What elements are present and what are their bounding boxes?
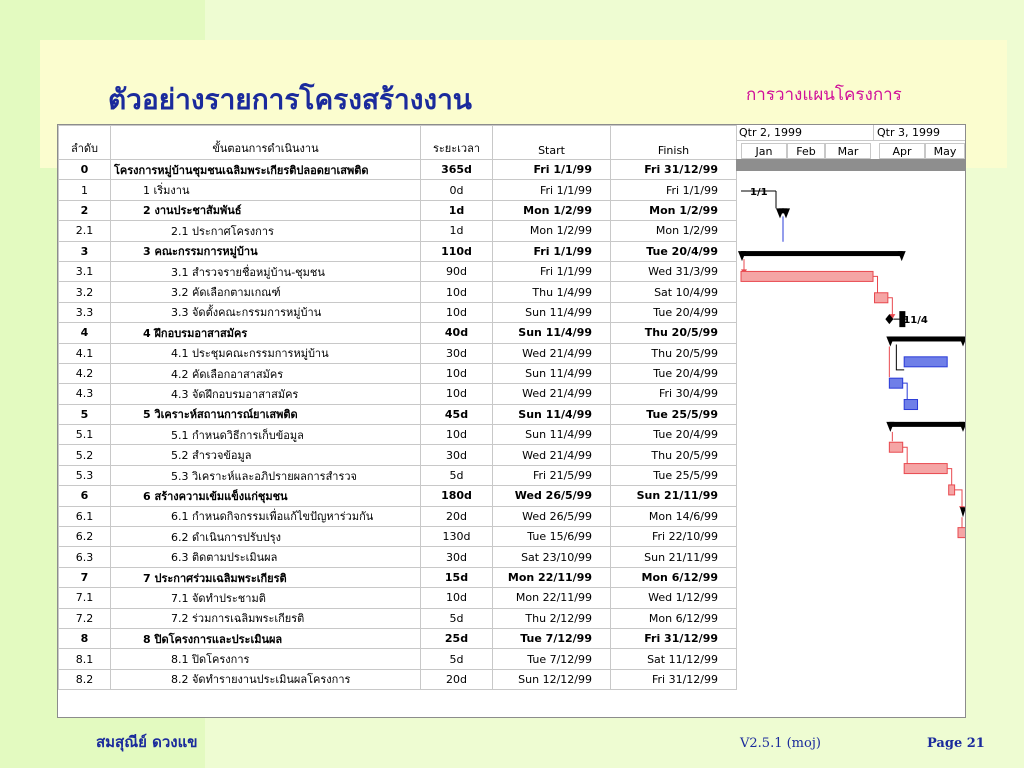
summary-bar	[889, 422, 964, 427]
table-row[interactable]	[59, 343, 737, 363]
task-duration-cell: 15d	[421, 567, 493, 587]
task-name-cell: 7 ประกาศร่วมเฉลิมพระเกียรติ	[111, 567, 421, 587]
task-name-cell: 5.2 สำรวจข้อมูล	[111, 445, 421, 465]
table-row[interactable]	[59, 608, 737, 628]
task-bar	[904, 357, 947, 367]
task-start-cell: Wed 26/5/99	[493, 486, 611, 506]
dependency-line	[955, 490, 962, 507]
table-row[interactable]	[59, 588, 737, 608]
task-duration-cell: 30d	[421, 445, 493, 465]
table-row[interactable]	[59, 261, 737, 281]
table-row[interactable]	[59, 241, 737, 261]
task-id-cell: 6.3	[59, 547, 111, 567]
task-id-cell: 7.2	[59, 608, 111, 628]
task-duration-cell: 10d	[421, 363, 493, 383]
dependency-line	[903, 383, 907, 400]
task-duration-cell: 45d	[421, 404, 493, 424]
task-name-cell: 7.2 ร่วมการเฉลิมพระเกียรติ	[111, 608, 421, 628]
task-finish-cell: Mon 6/12/99	[611, 567, 737, 587]
task-id-cell: 8.1	[59, 649, 111, 669]
task-finish-cell: Thu 20/5/99	[611, 323, 737, 343]
task-finish-cell: Sun 21/11/99	[611, 486, 737, 506]
task-name-cell: 4.3 จัดฝึกอบรมอาสาสมัคร	[111, 384, 421, 404]
task-id-cell: 8	[59, 628, 111, 648]
task-id-cell: 4.3	[59, 384, 111, 404]
column-header-duration[interactable]: ระยะเวลา	[421, 126, 493, 160]
task-name-cell: 6 สร้างความเข้มแข็งแก่ชุมชน	[111, 486, 421, 506]
task-duration-cell: 1d	[421, 200, 493, 220]
task-start-cell: Sun 11/4/99	[493, 302, 611, 322]
task-duration-cell: 10d	[421, 384, 493, 404]
table-row[interactable]	[59, 404, 737, 424]
task-finish-cell: Mon 6/12/99	[611, 608, 737, 628]
table-row[interactable]	[59, 527, 737, 547]
task-start-cell: Sat 23/10/99	[493, 547, 611, 567]
summary-bar-cap	[960, 507, 966, 517]
dependency-line	[873, 276, 877, 293]
task-start-cell: Wed 26/5/99	[493, 506, 611, 526]
task-start-cell: Mon 22/11/99	[493, 588, 611, 608]
task-start-cell: Wed 21/4/99	[493, 445, 611, 465]
task-id-cell: 8.2	[59, 669, 111, 689]
task-bar	[889, 442, 902, 452]
table-row[interactable]	[59, 567, 737, 587]
month-label: Apr	[879, 143, 925, 159]
task-duration-cell: 180d	[421, 486, 493, 506]
table-row[interactable]	[59, 486, 737, 506]
task-duration-cell: 40d	[421, 323, 493, 343]
task-name-cell: 2 งานประชาสัมพันธ์	[111, 200, 421, 220]
task-start-cell: Wed 21/4/99	[493, 343, 611, 363]
task-id-cell: 5.2	[59, 445, 111, 465]
task-id-cell: 0	[59, 160, 111, 180]
task-finish-cell: Thu 20/5/99	[611, 343, 737, 363]
month-label: May	[925, 143, 965, 159]
task-id-cell: 5	[59, 404, 111, 424]
task-finish-cell: Sat 11/12/99	[611, 649, 737, 669]
task-finish-cell: Mon 1/2/99	[611, 221, 737, 241]
task-finish-cell: Fri 30/4/99	[611, 384, 737, 404]
table-row[interactable]	[59, 302, 737, 322]
table-row[interactable]	[59, 323, 737, 343]
task-duration-cell: 110d	[421, 241, 493, 261]
task-id-cell: 6	[59, 486, 111, 506]
table-row[interactable]	[59, 221, 737, 241]
table-row[interactable]	[59, 180, 737, 200]
task-id-cell: 3	[59, 241, 111, 261]
table-row[interactable]	[59, 160, 737, 180]
summary-bar-cap	[738, 251, 746, 261]
column-header-name[interactable]: ขั้นตอนการดำเนินงาน	[111, 126, 421, 160]
task-duration-cell: 20d	[421, 506, 493, 526]
dependency-line	[947, 469, 951, 486]
footer-author: สมสุณีย์ ดวงแข	[96, 733, 198, 751]
task-name-cell: 4.2 คัดเลือกอาสาสมัคร	[111, 363, 421, 383]
task-finish-cell: Fri 22/10/99	[611, 527, 737, 547]
task-name-cell: 5.3 วิเคราะห์และอภิปรายผลการสำรวจ	[111, 465, 421, 485]
task-name-cell: 4.1 ประชุมคณะกรรมการหมู่บ้าน	[111, 343, 421, 363]
table-row[interactable]	[59, 445, 737, 465]
task-name-cell: 3.1 สำรวจรายชื่อหมู่บ้าน-ชุมชน	[111, 261, 421, 281]
task-id-cell: 4.1	[59, 343, 111, 363]
task-finish-cell: Tue 25/5/99	[611, 465, 737, 485]
timescale-header	[736, 125, 966, 159]
table-row[interactable]	[59, 465, 737, 485]
task-duration-cell: 10d	[421, 302, 493, 322]
task-name-cell: 6.3 ติดตามประเมินผล	[111, 547, 421, 567]
task-start-cell: Wed 21/4/99	[493, 384, 611, 404]
task-id-cell: 5.3	[59, 465, 111, 485]
task-name-cell: 1 เริ่มงาน	[111, 180, 421, 200]
task-duration-cell: 5d	[421, 649, 493, 669]
task-finish-cell: Tue 20/4/99	[611, 425, 737, 445]
task-duration-cell: 5d	[421, 465, 493, 485]
task-name-cell: 5.1 กำหนดวิธีการเก็บข้อมูล	[111, 425, 421, 445]
slide-title: ตัวอย่างรายการโครงสร้างงาน	[108, 83, 472, 116]
task-bar	[889, 378, 902, 388]
task-finish-cell: Mon 1/2/99	[611, 200, 737, 220]
table-row[interactable]	[59, 547, 737, 567]
table-row[interactable]	[59, 649, 737, 669]
task-id-cell: 1	[59, 180, 111, 200]
task-id-cell: 7	[59, 567, 111, 587]
table-row[interactable]	[59, 384, 737, 404]
task-bar	[949, 485, 955, 495]
task-duration-cell: 10d	[421, 425, 493, 445]
task-finish-cell: Wed 1/12/99	[611, 588, 737, 608]
column-header-id[interactable]: ลำดับ	[59, 126, 111, 160]
dependency-line	[888, 298, 892, 315]
task-finish-cell: Fri 1/1/99	[611, 180, 737, 200]
task-id-cell: 2	[59, 200, 111, 220]
task-id-cell: 4	[59, 323, 111, 343]
task-id-cell: 3.1	[59, 261, 111, 281]
task-name-cell: 8.2 จัดทำรายงานประเมินผลโครงการ	[111, 669, 421, 689]
table-row[interactable]	[59, 200, 737, 220]
dependency-line	[896, 344, 904, 369]
task-start-cell: Fri 1/1/99	[493, 160, 611, 180]
task-finish-cell: Fri 31/12/99	[611, 628, 737, 648]
task-start-cell: Mon 1/2/99	[493, 200, 611, 220]
gantt-chart-panel	[57, 124, 966, 718]
quarter-label: Qtr 2, 1999	[736, 125, 874, 141]
task-finish-cell: Mon 14/6/99	[611, 506, 737, 526]
task-name-cell: 5 วิเคราะห์สถานการณ์ยาเสพติด	[111, 404, 421, 424]
task-duration-cell: 10d	[421, 588, 493, 608]
gantt-bars	[736, 159, 966, 718]
task-start-cell: Thu 2/12/99	[493, 608, 611, 628]
task-start-cell: Sun 12/12/99	[493, 669, 611, 689]
summary-bar	[889, 336, 964, 341]
task-start-cell: Fri 1/1/99	[493, 180, 611, 200]
task-duration-cell: 130d	[421, 527, 493, 547]
task-name-cell: 6.1 กำหนดกิจกรรมเพื่อแก้ไขปัญหาร่วมกัน	[111, 506, 421, 526]
task-name-cell: 8 ปิดโครงการและประเมินผล	[111, 628, 421, 648]
task-duration-cell: 30d	[421, 343, 493, 363]
task-duration-cell: 10d	[421, 282, 493, 302]
milestone-label: 11/4	[903, 315, 928, 327]
task-id-cell: 2.1	[59, 221, 111, 241]
task-bar	[875, 293, 888, 303]
task-finish-cell: Sat 10/4/99	[611, 282, 737, 302]
task-id-cell: 6.1	[59, 506, 111, 526]
table-row[interactable]	[59, 628, 737, 648]
task-start-cell: Sun 11/4/99	[493, 404, 611, 424]
task-duration-cell: 20d	[421, 669, 493, 689]
task-finish-cell: Sun 21/11/99	[611, 547, 737, 567]
summary-bar	[741, 251, 903, 256]
task-bar	[904, 400, 917, 410]
task-finish-cell: Wed 31/3/99	[611, 261, 737, 281]
footer-page: Page 21	[927, 736, 985, 751]
month-label: Jan	[741, 143, 787, 159]
task-duration-cell: 1d	[421, 221, 493, 241]
task-name-cell: 3.2 คัดเลือกตามเกณฑ์	[111, 282, 421, 302]
task-start-cell: Fri 21/5/99	[493, 465, 611, 485]
task-start-cell: Mon 1/2/99	[493, 221, 611, 241]
task-table-body	[59, 160, 737, 690]
slide-subtitle: การวางแผนโครงการ	[746, 85, 902, 105]
task-bar	[741, 271, 873, 281]
task-table-header	[59, 126, 737, 160]
task-name-cell: 7.1 จัดทำประชามติ	[111, 588, 421, 608]
task-start-cell: Tue 7/12/99	[493, 628, 611, 648]
task-id-cell: 7.1	[59, 588, 111, 608]
task-id-cell: 6.2	[59, 527, 111, 547]
task-name-cell: 2.1 ประกาศโครงการ	[111, 221, 421, 241]
task-start-cell: Mon 22/11/99	[493, 567, 611, 587]
task-finish-cell: Thu 20/5/99	[611, 445, 737, 465]
column-header-start[interactable]: Start	[493, 126, 611, 160]
task-duration-cell: 0d	[421, 180, 493, 200]
task-id-cell: 3.3	[59, 302, 111, 322]
task-finish-cell: Tue 25/5/99	[611, 404, 737, 424]
task-duration-cell: 5d	[421, 608, 493, 628]
task-start-cell: Thu 1/4/99	[493, 282, 611, 302]
task-duration-cell: 25d	[421, 628, 493, 648]
task-duration-cell: 90d	[421, 261, 493, 281]
task-finish-cell: Tue 20/4/99	[611, 363, 737, 383]
task-bar	[958, 528, 966, 538]
task-name-cell: 8.1 ปิดโครงการ	[111, 649, 421, 669]
task-id-cell: 3.2	[59, 282, 111, 302]
task-name-cell: 4 ฝึกอบรมอาสาสมัคร	[111, 323, 421, 343]
task-finish-cell: Tue 20/4/99	[611, 302, 737, 322]
task-start-cell: Tue 7/12/99	[493, 649, 611, 669]
dependency-line	[903, 447, 907, 464]
task-start-cell: Fri 1/1/99	[493, 241, 611, 261]
task-start-cell: Sun 11/4/99	[493, 323, 611, 343]
summary-bar-cap	[898, 251, 906, 261]
quarter-label: Qtr 3, 1999	[874, 125, 966, 141]
task-duration-cell: 365d	[421, 160, 493, 180]
task-bar	[904, 464, 947, 474]
task-name-cell: 3.3 จัดตั้งคณะกรรมการหมู่บ้าน	[111, 302, 421, 322]
task-finish-cell: Fri 31/12/99	[611, 160, 737, 180]
task-start-cell: Fri 1/1/99	[493, 261, 611, 281]
table-row[interactable]	[59, 506, 737, 526]
table-row[interactable]	[59, 282, 737, 302]
task-finish-cell: Tue 20/4/99	[611, 241, 737, 261]
task-id-cell: 5.1	[59, 425, 111, 445]
table-row[interactable]	[59, 363, 737, 383]
table-row[interactable]	[59, 425, 737, 445]
milestone-label: 1/1	[750, 187, 768, 199]
task-finish-cell: Fri 31/12/99	[611, 669, 737, 689]
footer-version: V2.5.1 (moj)	[740, 736, 821, 751]
task-name-cell: โครงการหมู่บ้านชุมชนเฉลิมพระเกียรติปลอดยาเสพติด	[111, 160, 421, 180]
month-label: Mar	[825, 143, 871, 159]
task-id-cell: 4.2	[59, 363, 111, 383]
task-start-cell: Tue 15/6/99	[493, 527, 611, 547]
task-duration-cell: 30d	[421, 547, 493, 567]
task-name-cell: 3 คณะกรรมการหมู่บ้าน	[111, 241, 421, 261]
month-label: Feb	[787, 143, 825, 159]
task-start-cell: Sun 11/4/99	[493, 363, 611, 383]
table-row[interactable]	[59, 669, 737, 689]
task-start-cell: Sun 11/4/99	[493, 425, 611, 445]
column-header-finish[interactable]: Finish	[611, 126, 737, 160]
task-name-cell: 6.2 ดำเนินการปรับปรุง	[111, 527, 421, 547]
task-table	[58, 125, 737, 690]
